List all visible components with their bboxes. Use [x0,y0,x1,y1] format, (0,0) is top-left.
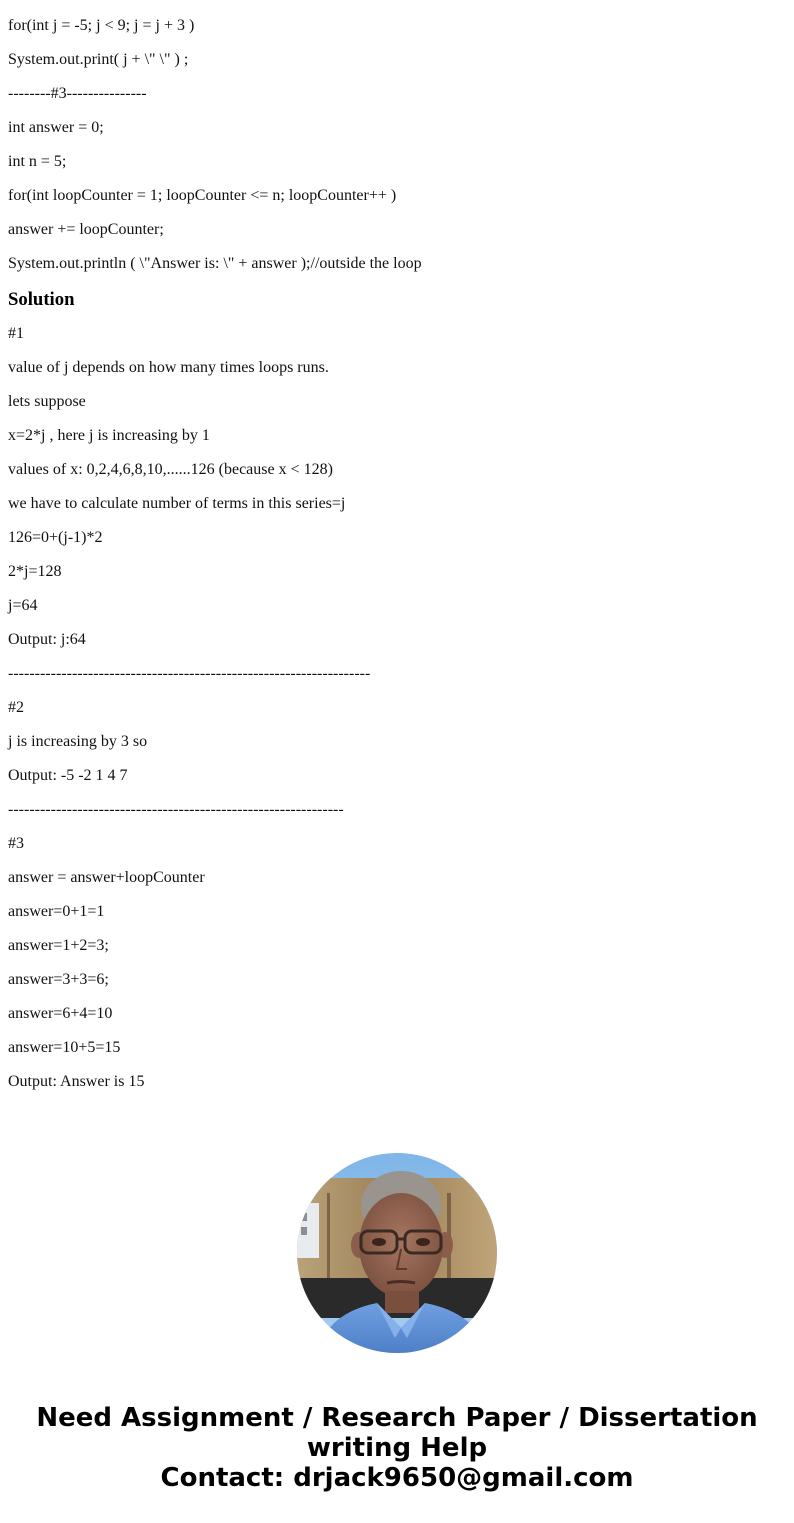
solution-line: #2 [8,699,24,716]
solution-line: answer=3+3=6; [8,971,109,988]
solution-line: #3 [8,835,24,852]
solution-line: 126=0+(j-1)*2 [8,529,103,546]
code-line: int answer = 0; [8,119,104,136]
solution-line: x=2*j , here j is increasing by 1 [8,427,210,444]
solution-line: answer=10+5=15 [8,1039,121,1056]
code-line: System.out.println ( \"Answer is: \" + answer );//outside the loop [8,255,422,272]
solution-line: values of x: 0,2,4,6,8,10,......126 (because x < 128) [8,461,333,478]
solution-line: j=64 [8,597,38,614]
solution-line: answer=1+2=3; [8,937,109,954]
solution-line: Output: j:64 [8,631,86,648]
solution-line: answer=0+1=1 [8,903,105,920]
promo-line-1: Need Assignment / Research Paper / Dissertation [36,1403,758,1433]
code-line: --------#3--------------- [8,85,147,102]
code-line: int n = 5; [8,153,67,170]
promo-line-2: writing Help [306,1433,488,1463]
solution-line: value of j depends on how many times loops runs. [8,359,329,376]
solution-line: we have to calculate number of terms in this series=j [8,495,346,512]
separator-line: -------------------------------------------------------------------- [8,665,371,682]
solution-line: #1 [8,325,24,342]
solution-heading: Solution [8,289,75,310]
code-line [8,0,786,1]
solution-line: Output: Answer is 15 [8,1073,145,1090]
code-line: System.out.print( j + \" \" ) ; [8,51,189,68]
author-avatar [297,1153,497,1353]
code-line: for(int loopCounter = 1; loopCounter <= n; loopCounter++ ) [8,187,397,204]
solution-line: lets suppose [8,393,86,410]
code-line: for(int j = -5; j < 9; j = j + 3 ) [8,17,195,34]
promo-banner [0,1403,794,1493]
solution-line: Output: -5 -2 1 4 7 [8,767,128,784]
document-body [8,0,786,1107]
code-line: answer += loopCounter; [8,221,164,238]
solution-line: answer=6+4=10 [8,1005,113,1022]
author-portrait-icon [297,1153,497,1353]
separator-line: --------------------------------------------------------------- [8,801,344,818]
solution-line: 2*j=128 [8,563,62,580]
solution-line: j is increasing by 3 so [8,733,148,750]
promo-contact: Contact: drjack9650@gmail.com [160,1463,634,1493]
solution-line: answer = answer+loopCounter [8,869,205,886]
